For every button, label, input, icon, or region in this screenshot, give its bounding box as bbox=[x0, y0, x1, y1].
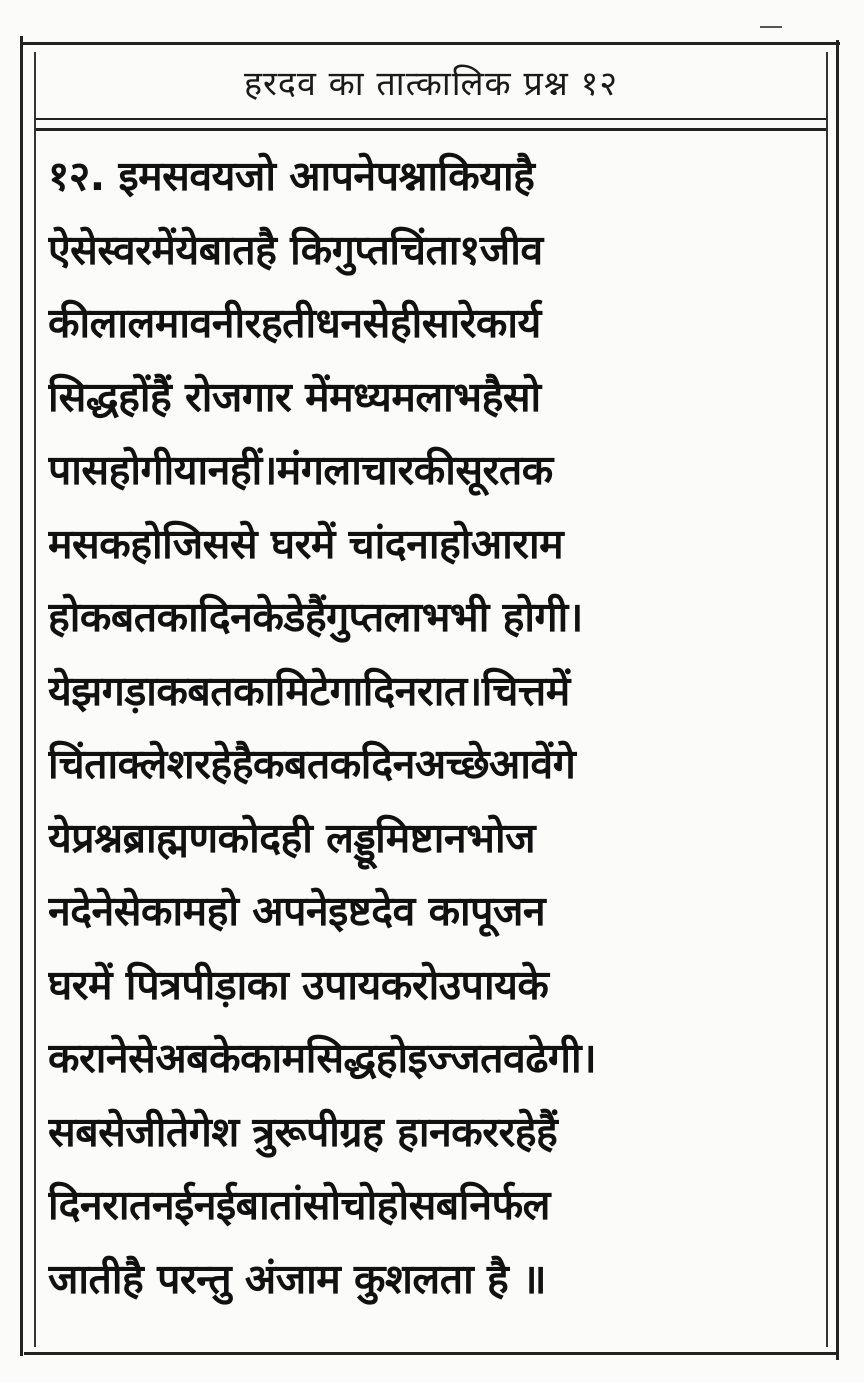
text-line: घरमें पित्रपीड़ाका उपायकरोउपायके bbox=[48, 960, 549, 1009]
text-line: करानेसेअबकेकामसिद्धहोइज्जतवढेगी। bbox=[48, 1034, 597, 1082]
text-line: नदेनेसेकामहो अपनेइष्टदेव कापूजन bbox=[48, 887, 546, 935]
header-rule-thin bbox=[36, 118, 826, 120]
text-line: येप्रश्नब्राह्मणकोदही लड्डूमिष्टानभोज bbox=[48, 813, 535, 862]
text-line: जातीहै परन्तु अंजाम कुशलता है ॥ bbox=[48, 1254, 547, 1303]
page-title: हरदव का तात्कालिक प्रश्न १२ bbox=[243, 64, 619, 104]
frame-right-inner-border bbox=[826, 52, 828, 1347]
page-header bbox=[36, 48, 826, 120]
text-line: कीलालमावनीरहतीधनसेहीसारेकार्य bbox=[48, 299, 541, 347]
text-line: सिद्धहोंहैं रोजगार मेंमध्यमलाभहैसो bbox=[48, 372, 541, 421]
text-line: १२. इमसवयजो आपनेपश्नाकियाहै bbox=[48, 152, 535, 200]
frame-top-border bbox=[22, 42, 840, 45]
text-line: चिंताक्लेशरहेहैकबतकदिनअच्छेआवेंगे bbox=[48, 740, 576, 788]
text-line: येझगड़ाकबतकामिटेगादिनरात।चित्तमें bbox=[48, 666, 570, 715]
frame-right-outer-border bbox=[836, 40, 839, 1360]
frame-left-outer-border bbox=[20, 36, 23, 1356]
body-text bbox=[48, 140, 820, 1316]
text-line: पासहोगीयानहीं।मंगलाचारकीसूरतक bbox=[48, 446, 553, 494]
header-rule-thick bbox=[36, 128, 826, 131]
text-line: होकबतकादिनकेडेहैंगुप्तलाभभी होगी। bbox=[48, 593, 583, 641]
margin-mark bbox=[760, 26, 782, 28]
text-line: दिनरातनईनईबातांसोचोहोसबनिर्फल bbox=[48, 1181, 550, 1229]
frame-left-inner-border bbox=[34, 52, 36, 1347]
text-line: मसकहोजिससे घरमें चांदनाहोआराम bbox=[48, 519, 564, 568]
frame-bottom-border bbox=[24, 1352, 838, 1355]
text-line: ऐसेस्वरमेंयेबातहै किगुप्तचिंता१जीव bbox=[48, 225, 543, 274]
text-line: सबसेजीतेगेश त्रुरूपीग्रह हानकररहेहैं bbox=[48, 1107, 558, 1156]
